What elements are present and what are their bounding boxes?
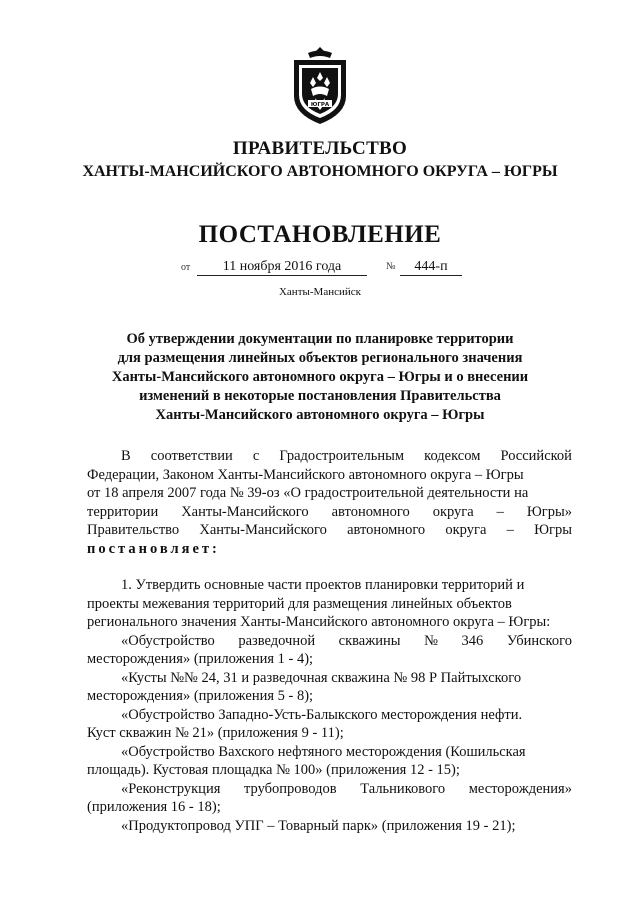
object-line (87, 632, 572, 651)
word: Убинского (506, 632, 572, 649)
word: – (496, 503, 504, 520)
word: скважины (338, 632, 401, 649)
word: округа (432, 503, 474, 520)
word: Тальникового (360, 780, 446, 797)
preamble-line (87, 447, 572, 466)
preamble-line: от 18 апреля 2007 года № 39-оз «О градостроительной деятельности на (87, 485, 529, 501)
word: Градостроительным (279, 448, 405, 464)
word: Ханты-Мансийского (199, 522, 327, 538)
word: месторождения» (468, 780, 572, 797)
date-number-line (181, 258, 481, 278)
word: соответствии (150, 448, 233, 464)
word: 346 (461, 632, 484, 649)
document-title (96, 330, 544, 425)
object-line (87, 780, 572, 799)
object-line: «Продуктопровод УПГ – Товарный парк» (приложения 19 - 21); (121, 817, 516, 834)
government-title: ПРАВИТЕЛЬСТВО (232, 138, 408, 159)
word: с (252, 448, 260, 464)
title-line: Об утверждении документации по планировке территории (126, 331, 514, 347)
document-type: ПОСТАНОВЛЕНИЕ (198, 221, 442, 248)
object-line: (приложения 16 - 18); (87, 799, 221, 815)
object-line: месторождения» (приложения 5 - 8); (87, 688, 314, 704)
word: «Реконструкция (121, 780, 221, 797)
word: Российской (500, 448, 572, 464)
item-1-line: регионального значения Ханты-Мансийского автономного округа – Югры: (87, 614, 551, 630)
object-line: Куст скважин № 21» (приложения 9 - 11); (87, 725, 344, 741)
item-1-line: 1. Утвердить основные части проектов планировки территорий и (121, 577, 525, 593)
word: «Обустройство (121, 632, 215, 649)
word: трубопроводов (244, 780, 337, 797)
word: В (121, 448, 131, 464)
word: автономного (331, 503, 410, 520)
city: Ханты-Мансийск (278, 286, 361, 298)
preamble-line (87, 503, 572, 522)
preamble-line: Федерации, Законом Ханты-Мансийского автономного округа – Югры (87, 466, 524, 483)
object-line: «Обустройство Вахского нефтяного месторождения (Кошильская (121, 743, 526, 760)
title-line: Ханты-Мансийского автономного округа – Югры и о внесении (111, 369, 529, 385)
title-line: Ханты-Мансийского автономного округа – Югры (155, 407, 485, 423)
word: автономного (347, 522, 426, 538)
item-1-line: проекты межевания территорий для размещения линейных объектов (87, 595, 512, 612)
word: – (506, 522, 514, 538)
resolves-word: постановляет: (87, 540, 220, 557)
word: округа (445, 522, 487, 538)
object-line: площадь). Кустовая площадка № 100» (приложения 12 - 15); (87, 762, 460, 778)
word: кодексом (424, 448, 481, 464)
word: Правительство (87, 522, 180, 538)
word: Югры» (526, 503, 572, 520)
region-title: ХАНТЫ-МАНСИЙСКОГО АВТОНОМНОГО ОКРУГА – ЮГРЫ (82, 163, 558, 180)
object-line: месторождения» (приложения 1 - 4); (87, 651, 314, 667)
word: территории (87, 503, 159, 520)
title-line: для размещения линейных объектов регионального значения (117, 350, 523, 366)
document-date: 11 ноября 2016 года (197, 258, 367, 276)
word: Ханты-Мансийского (181, 503, 309, 520)
word: Югры (534, 522, 572, 538)
date-prefix: от (181, 262, 191, 273)
number-prefix: № (386, 261, 396, 272)
coat-of-arms-icon (286, 44, 354, 126)
word: разведочной (238, 632, 316, 649)
object-line: «Обустройство Западно-Усть-Балыкского месторождения нефти. (121, 706, 523, 723)
word: № (424, 632, 438, 649)
title-line: изменений в некоторые постановления Правительства (139, 388, 501, 404)
document-body (87, 447, 572, 835)
preamble-line (87, 521, 572, 540)
object-line: «Кусты №№ 24, 31 и разведочная скважина № 98 Р Пайтыхского (121, 669, 522, 686)
svg-text:ЮГРА: ЮГРА (310, 102, 330, 108)
document-number: 444-п (400, 258, 462, 276)
